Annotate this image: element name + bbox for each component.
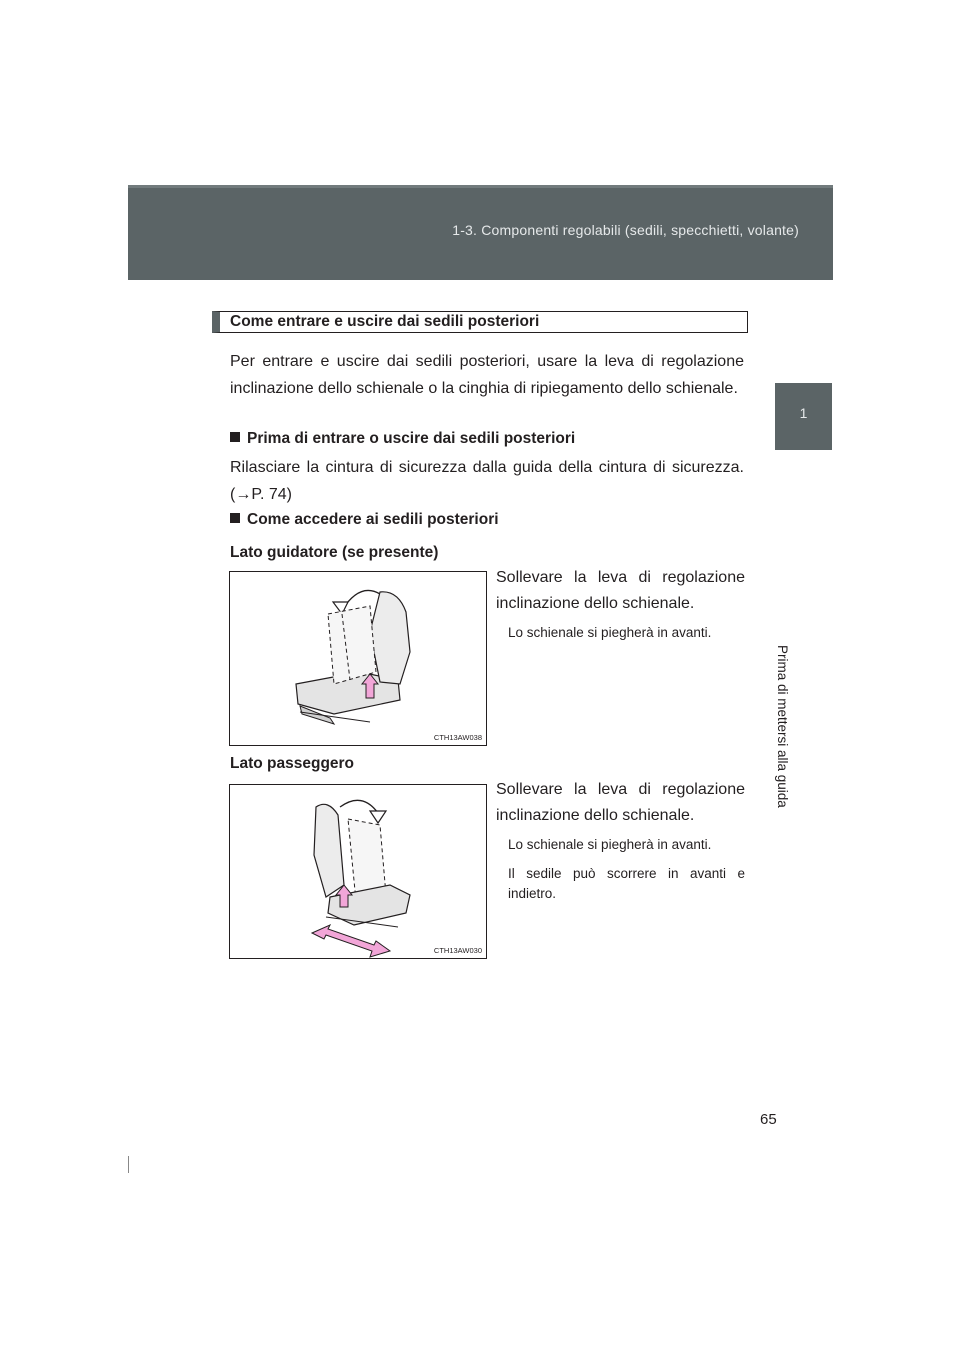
driver-seat-figure <box>229 571 487 746</box>
header-title: 1-3. Componenti regolabili (sedili, specchietti, volante) <box>452 222 799 238</box>
passenger-instruction: Sollevare la leva di regolazione inclinazione dello schienale. <box>496 781 745 824</box>
header-line <box>128 185 833 188</box>
section-title: Come entrare e uscire dai sedili posteriori <box>212 311 748 333</box>
bullet-heading-1-text: Prima di entrare o uscire dai sedili posteriori <box>247 430 576 447</box>
page-header <box>128 185 833 280</box>
square-bullet-icon <box>230 432 240 442</box>
intro-paragraph: Per entrare e uscire dai sedili posteriori, usare la leva di regolazione inclinazione dello schienale o la cinghia di ripiegamento dello schienale. <box>230 353 744 397</box>
passenger-side-label: Lato passeggero <box>230 755 355 772</box>
chapter-side-title: Prima di mettersi alla guida <box>775 645 790 808</box>
passenger-note-2: Il sedile può scorrere in avanti e indietro. <box>508 866 745 901</box>
passenger-note-1: Lo schienale si piegherà in avanti. <box>508 837 712 852</box>
footer-margin-mark <box>128 1156 129 1173</box>
chapter-tab <box>775 383 832 450</box>
driver-note-1: Lo schienale si piegherà in avanti. <box>508 625 712 640</box>
figure-code: CTH13AW038 <box>433 733 482 742</box>
bullet-heading-1 <box>230 430 575 448</box>
square-bullet-icon <box>230 513 240 523</box>
bullet-1-paragraph: Rilasciare la cintura di sicurezza dalla guida della cintura di sicurezza. (→P. 74) <box>230 459 744 503</box>
driver-instruction: Sollevare la leva di regolazione inclinazione dello schienale. <box>496 569 745 612</box>
passenger-seat-figure <box>229 784 487 959</box>
folding-seat-illustration <box>230 572 486 745</box>
folding-seat-slide-illustration <box>230 785 486 958</box>
bullet-heading-2-text: Come accedere ai sedili posteriori <box>247 511 499 528</box>
chapter-tab-number: 1 <box>799 405 808 421</box>
bullet-heading-2 <box>230 511 499 529</box>
figure-code: CTH13AW030 <box>433 946 482 955</box>
driver-side-label: Lato guidatore (se presente) <box>230 544 439 561</box>
page-number: 65 <box>760 1111 777 1128</box>
